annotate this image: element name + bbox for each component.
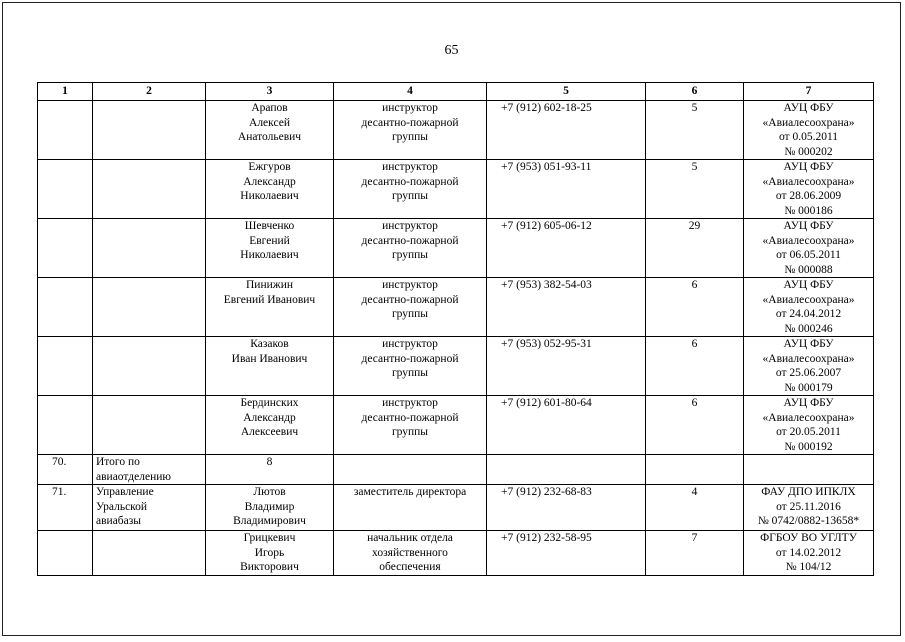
experience-cell: 6 <box>646 337 744 396</box>
cell-line: «Авиалесоохрана» <box>762 411 855 424</box>
experience-cell: 5 <box>646 160 744 219</box>
cell-line: ФГБОУ ВО УГЛТУ <box>760 532 857 544</box>
cell-line: инструктор <box>382 220 438 232</box>
cell-line: № 000088 <box>784 263 833 276</box>
experience-cell: 6 <box>646 278 744 337</box>
phone-cell: +7 (953) 051-93-11 <box>487 160 646 219</box>
row-number-cell <box>38 160 93 219</box>
cell-line: № 000179 <box>784 381 833 394</box>
cell-line: Евгений <box>249 234 290 247</box>
phone-cell: +7 (953) 052-95-31 <box>487 337 646 396</box>
cell-line: заместитель директора <box>353 486 467 498</box>
document-page <box>2 2 901 636</box>
table-row <box>38 160 874 219</box>
row-number-cell <box>38 396 93 455</box>
row-number-cell: 71. <box>38 485 93 531</box>
row-number-cell <box>38 101 93 160</box>
cell-line: десантно-пожарной <box>361 352 459 365</box>
cell-line: от 24.04.2012 <box>775 308 842 320</box>
cell-line: Викторович <box>240 561 299 573</box>
cell-line: ФАУ ДПО ИПКЛХ <box>761 486 856 498</box>
row-number-cell <box>38 337 93 396</box>
certificate-cell <box>744 337 874 396</box>
cell-line: Грицкевич <box>243 532 296 544</box>
phone-cell: +7 (912) 602-18-25 <box>487 101 646 160</box>
certificate-cell <box>744 278 874 337</box>
cell-line: АУЦ ФБУ <box>783 279 834 291</box>
experience-cell: 4 <box>646 485 744 531</box>
row-number-cell: 70. <box>38 455 93 485</box>
cell-line: «Авиалесоохрана» <box>762 175 855 188</box>
page-number: 65 <box>444 43 459 58</box>
column-header: 6 <box>646 83 744 101</box>
table-body <box>38 101 874 576</box>
cell-line: 8 <box>266 456 273 468</box>
column-header: 2 <box>93 83 206 101</box>
cell-line: от 25.11.2016 <box>776 500 841 513</box>
position-cell <box>334 531 487 576</box>
certificate-cell <box>744 531 874 576</box>
column-header: 1 <box>38 83 93 101</box>
experience-cell: 6 <box>646 396 744 455</box>
cell-line: инструктор <box>382 397 438 409</box>
name-cell <box>206 101 334 160</box>
cell-line: авиаотделению <box>96 470 171 483</box>
name-cell <box>206 337 334 396</box>
cell-line: группы <box>391 249 429 261</box>
cell-line: от 28.06.2009 <box>775 190 842 202</box>
cell-line: АУЦ ФБУ <box>783 161 834 173</box>
cell-line: «Авиалесоохрана» <box>762 293 855 306</box>
cell-line: «Авиалесоохрана» <box>762 234 855 247</box>
table-row <box>38 219 874 278</box>
cell-line: Игорь <box>254 546 285 559</box>
certificate-cell <box>744 160 874 219</box>
table-row <box>38 485 874 531</box>
name-cell <box>206 455 334 485</box>
cell-line: Шевченко <box>244 220 295 232</box>
cell-line: десантно-пожарной <box>361 293 459 306</box>
name-cell <box>206 485 334 531</box>
cell-line: № 104/12 <box>785 561 832 573</box>
position-cell <box>334 485 487 531</box>
table-row <box>38 396 874 455</box>
unit-cell <box>93 219 206 278</box>
cell-line: Итого по <box>96 456 140 468</box>
cell-line: Казаков <box>250 338 289 350</box>
cell-line: № 000246 <box>784 322 833 335</box>
cell-line: Анатольевич <box>237 131 302 143</box>
cell-line: от 06.05.2011 <box>776 249 841 261</box>
unit-cell <box>93 160 206 219</box>
cell-line: хозяйственного <box>372 546 448 559</box>
cell-line: «Авиалесоохрана» <box>762 352 855 365</box>
cell-line: АУЦ ФБУ <box>783 338 834 350</box>
name-cell <box>206 531 334 576</box>
name-cell <box>206 278 334 337</box>
cell-line: Управление <box>96 486 154 498</box>
cell-line: Алексей <box>249 116 290 129</box>
cell-line: Пинижин <box>245 279 294 291</box>
cell-line: инструктор <box>382 161 438 173</box>
position-cell <box>334 337 487 396</box>
table-row <box>38 101 874 160</box>
cell-line: Ежгуров <box>248 161 291 173</box>
cell-line: № 0742/0882-13658* <box>757 515 860 527</box>
cell-line: группы <box>391 131 429 143</box>
cell-line: № 000192 <box>784 440 833 453</box>
column-header: 4 <box>334 83 487 101</box>
cell-line: Уральской <box>96 500 148 513</box>
cell-line: инструктор <box>382 338 438 350</box>
position-cell <box>334 278 487 337</box>
certificate-cell <box>744 485 874 531</box>
experience-cell <box>646 455 744 485</box>
cell-line: от 20.05.2011 <box>776 426 841 438</box>
position-cell <box>334 219 487 278</box>
cell-line: АУЦ ФБУ <box>783 397 834 409</box>
column-header: 3 <box>206 83 334 101</box>
phone-cell: +7 (912) 232-68-83 <box>487 485 646 531</box>
certificate-cell <box>744 396 874 455</box>
experience-cell: 7 <box>646 531 744 576</box>
staff-table <box>37 82 874 576</box>
unit-cell <box>93 101 206 160</box>
unit-cell <box>93 455 206 485</box>
unit-cell <box>93 337 206 396</box>
cell-line: АУЦ ФБУ <box>783 220 834 232</box>
cell-line: начальник отдела <box>367 532 453 544</box>
name-cell <box>206 396 334 455</box>
position-cell <box>334 455 487 485</box>
cell-line: Владимир <box>244 500 295 513</box>
phone-cell: +7 (912) 232-58-95 <box>487 531 646 576</box>
phone-cell: +7 (912) 605-06-12 <box>487 219 646 278</box>
cell-line: № 000202 <box>784 145 833 158</box>
cell-line: Николаевич <box>240 190 299 202</box>
cell-line: Алексеевич <box>240 426 299 438</box>
experience-cell: 5 <box>646 101 744 160</box>
unit-cell <box>93 396 206 455</box>
cell-line: Иван Иванович <box>231 352 308 365</box>
cell-line: Владимирович <box>233 515 306 527</box>
unit-cell <box>93 485 206 531</box>
cell-line: Бердинских <box>240 397 299 409</box>
unit-cell <box>93 278 206 337</box>
cell-line: «Авиалесоохрана» <box>762 116 855 129</box>
phone-cell: +7 (953) 382-54-03 <box>487 278 646 337</box>
position-cell <box>334 101 487 160</box>
table-row <box>38 531 874 576</box>
cell-line: Арапов <box>251 102 288 114</box>
cell-line: Лютов <box>253 486 286 498</box>
position-cell <box>334 160 487 219</box>
cell-line: инструктор <box>382 102 438 114</box>
cell-line: группы <box>391 426 429 438</box>
table-row <box>38 455 874 485</box>
certificate-cell <box>744 219 874 278</box>
cell-line: инструктор <box>382 279 438 291</box>
certificate-cell <box>744 455 874 485</box>
cell-line: авиабазы <box>96 515 142 527</box>
name-cell <box>206 160 334 219</box>
cell-line: десантно-пожарной <box>361 234 459 247</box>
experience-cell: 29 <box>646 219 744 278</box>
phone-cell: +7 (912) 601-80-64 <box>487 396 646 455</box>
cell-line: десантно-пожарной <box>361 175 459 188</box>
certificate-cell <box>744 101 874 160</box>
cell-line: группы <box>391 308 429 320</box>
row-number-cell <box>38 531 93 576</box>
cell-line: десантно-пожарной <box>361 116 459 129</box>
cell-line: группы <box>391 367 429 379</box>
cell-line: Евгений Иванович <box>223 293 316 306</box>
cell-line: Николаевич <box>240 249 299 261</box>
name-cell <box>206 219 334 278</box>
column-header: 5 <box>487 83 646 101</box>
row-number-cell <box>38 219 93 278</box>
cell-line: АУЦ ФБУ <box>783 102 834 114</box>
table-row <box>38 278 874 337</box>
cell-line: от 0.05.2011 <box>778 131 839 143</box>
cell-line: от 14.02.2012 <box>775 546 842 559</box>
phone-cell <box>487 455 646 485</box>
cell-line: Александр <box>243 411 296 424</box>
position-cell <box>334 396 487 455</box>
cell-line: десантно-пожарной <box>361 411 459 424</box>
column-header: 7 <box>744 83 874 101</box>
cell-line: обеспечения <box>379 561 441 573</box>
cell-line: № 000186 <box>784 204 833 217</box>
cell-line: Александр <box>243 175 296 188</box>
cell-line: от 25.06.2007 <box>775 367 842 379</box>
header-row <box>38 83 874 101</box>
cell-line: группы <box>391 190 429 202</box>
row-number-cell <box>38 278 93 337</box>
table-row <box>38 337 874 396</box>
unit-cell <box>93 531 206 576</box>
